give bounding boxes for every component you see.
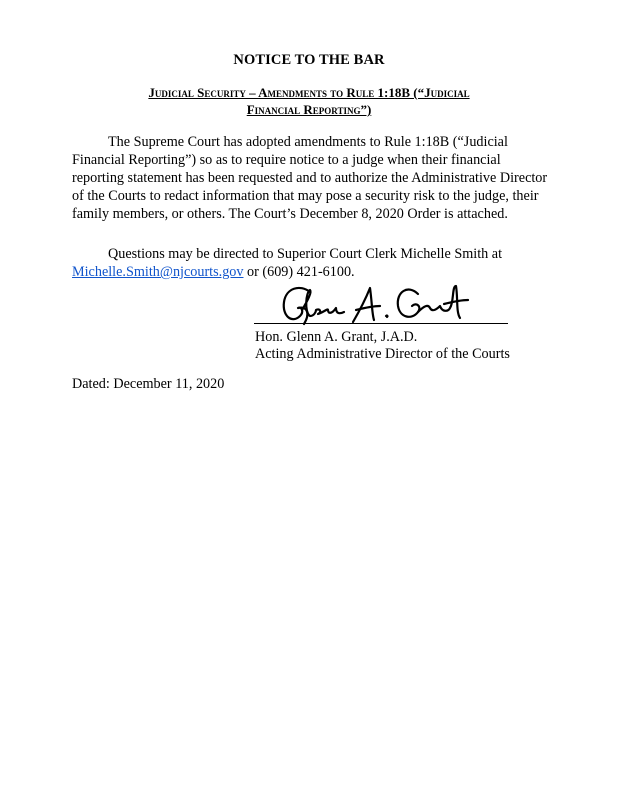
subject-line-2: Financial Reporting”) [246,102,372,117]
phone-text: or (609) 421-6100. [243,264,355,280]
handwritten-signature [258,282,513,332]
signatory-title: Acting Administrative Director of the Courts [255,346,510,362]
contact-text: Questions may be directed to Superior Court Clerk Michelle Smith at [108,246,503,262]
signature-line [254,323,508,324]
subject-line-1: Judicial Security – Amendments to Rule 1:18B (“Judicial [148,85,470,100]
notice-title: NOTICE TO THE BAR [233,52,385,68]
body-paragraph-2 [72,245,552,281]
email-link[interactable]: Michelle.Smith@njcourts.gov [72,264,244,280]
signatory-name: Hon. Glenn A. Grant, J.A.D. [255,329,418,345]
body-paragraph-1: The Supreme Court has adopted amendments to Rule 1:18B (“Judicial Financial Reporting”) so as to require notice to a judge when their financial reporting statement has been requested and to authorize the Administrative Director of the Courts to redact information that may pose a security risk to the judge, their family members, or others. The Court’s December 8, 2020 Order is attached. [72,134,548,222]
dated-line: Dated: December 11, 2020 [72,376,225,392]
subject-heading [60,84,558,118]
